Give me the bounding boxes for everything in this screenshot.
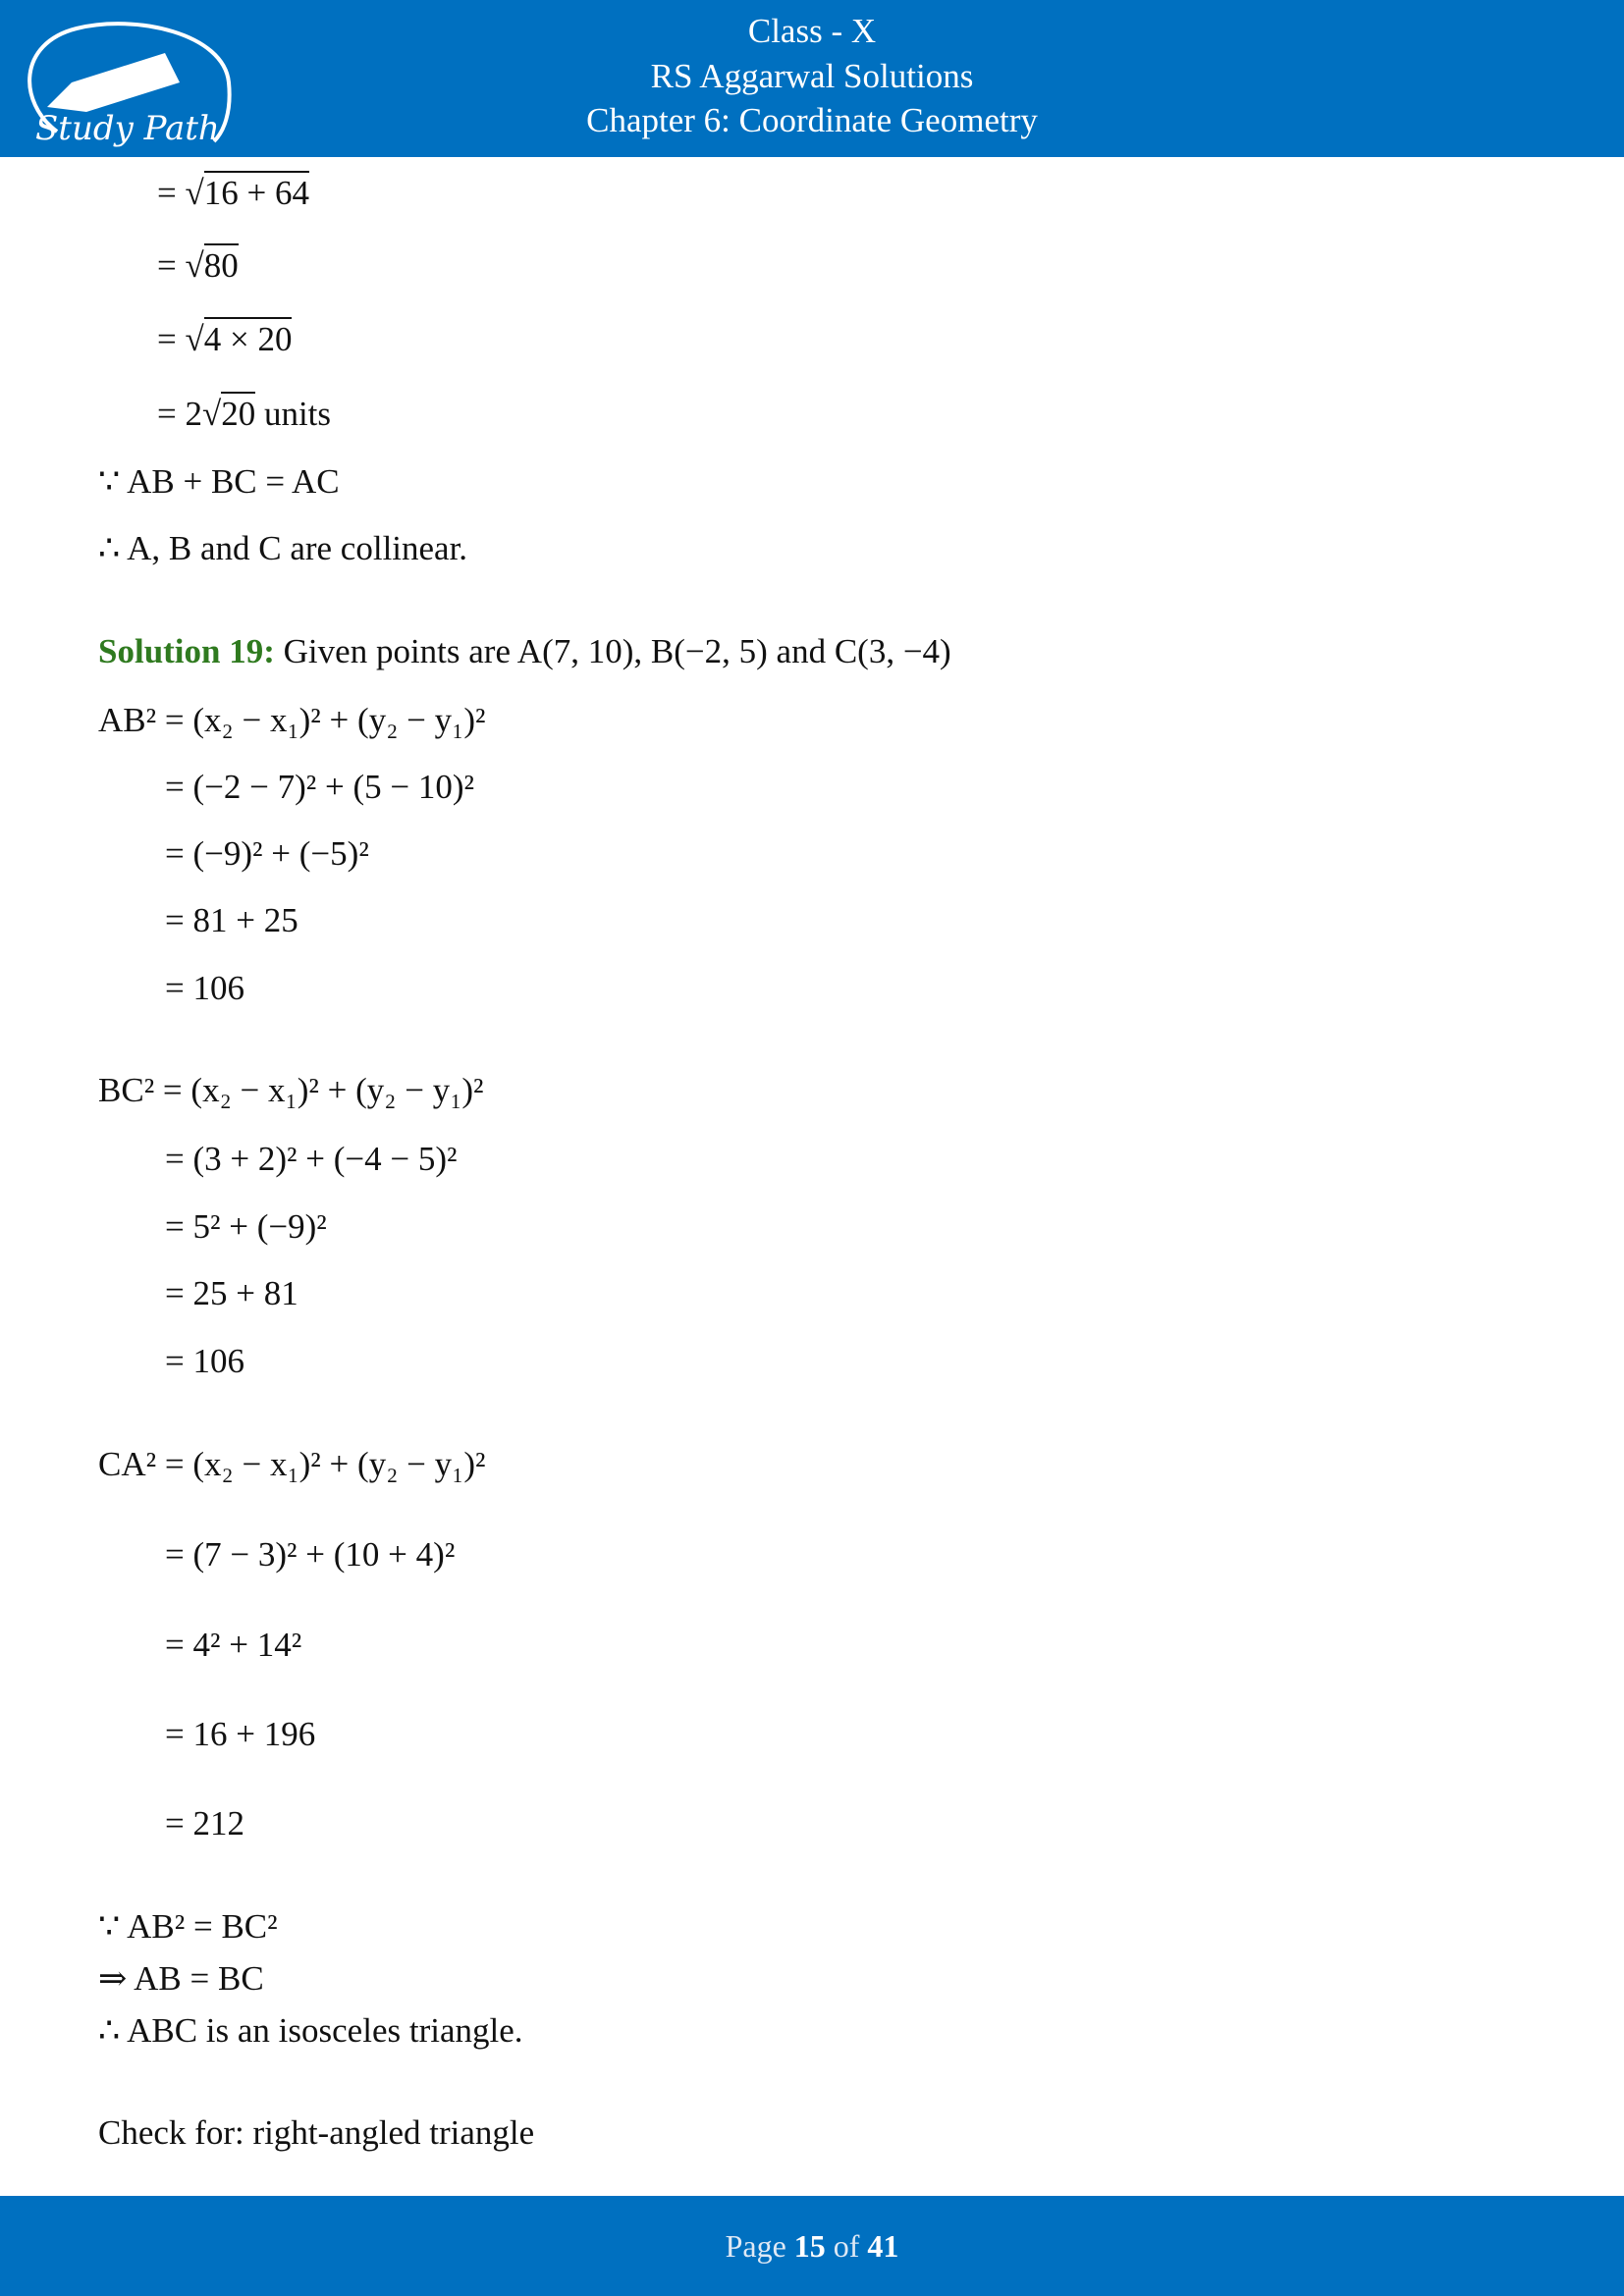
ca-step: = 4² + 14² [165, 1626, 302, 1664]
ca-step: = 212 [165, 1804, 244, 1842]
ca-step: CA² = (x₂ − x₁)² + (y₂ − y₁)² [98, 1445, 486, 1483]
total-pages: 41 [867, 2228, 899, 2264]
current-page: 15 [793, 2228, 826, 2264]
bc-step: BC² = (x₂ − x₁)² + (y₂ − y₁)² [98, 1071, 484, 1109]
bc-step: = 25 + 81 [165, 1274, 298, 1312]
because-line: ∵ AB + BC = AC [98, 462, 340, 501]
study-path-logo [18, 14, 236, 151]
ab-step: = 106 [165, 969, 244, 1007]
chapter-title: Chapter 6: Coordinate Geometry [586, 101, 1038, 139]
svg-text:Study Path: Study Path [35, 109, 220, 148]
book-title: RS Aggarwal Solutions [650, 57, 974, 95]
class-title: Class - X [747, 12, 877, 50]
ab-step: = 81 + 25 [165, 901, 298, 939]
radicand: 4 × 20 [204, 317, 293, 358]
radicand: 80 [204, 243, 239, 285]
ab-step: = (−2 − 7)² + (5 − 10)² [165, 768, 475, 806]
therefore-line: ∴ A, B and C are collinear. [98, 529, 468, 567]
radicand: 16 + 64 [204, 171, 309, 212]
sqrt-step: = √16 + 64 [157, 172, 309, 215]
ab-step: = (−9)² + (−5)² [165, 834, 369, 873]
conclusion-line: ⇒ AB = BC [98, 1959, 264, 1998]
check-line: Check for: right-angled triangle [98, 2113, 535, 2152]
sqrt-step: = √80 [157, 244, 239, 288]
conclusion-line: ∴ ABC is an isosceles triangle. [98, 2011, 523, 2050]
page-footer: Page 15 of 41 [0, 2196, 1624, 2296]
bc-step: = 5² + (−9)² [165, 1207, 327, 1246]
solution-statement: Given points are A(7, 10), B(−2, 5) and C(3, −4) [274, 632, 951, 670]
conclusion-line: ∵ AB² = BC² [98, 1907, 278, 1946]
sqrt-step: = √4 × 20 [157, 318, 292, 361]
bc-step: = (3 + 2)² + (−4 − 5)² [165, 1140, 458, 1178]
ab-step: AB² = (x₂ − x₁)² + (y₂ − y₁)² [98, 701, 486, 739]
radicand: 20 [221, 392, 255, 433]
ca-step: = (7 − 3)² + (10 + 4)² [165, 1535, 456, 1574]
solution-19-heading [98, 630, 951, 673]
bc-step: = 106 [165, 1342, 244, 1380]
ca-step: = 16 + 196 [165, 1715, 316, 1753]
sqrt-step: = 2√20 units [157, 393, 331, 436]
page-header [0, 0, 1624, 157]
solution-label: Solution 19: [98, 632, 275, 670]
